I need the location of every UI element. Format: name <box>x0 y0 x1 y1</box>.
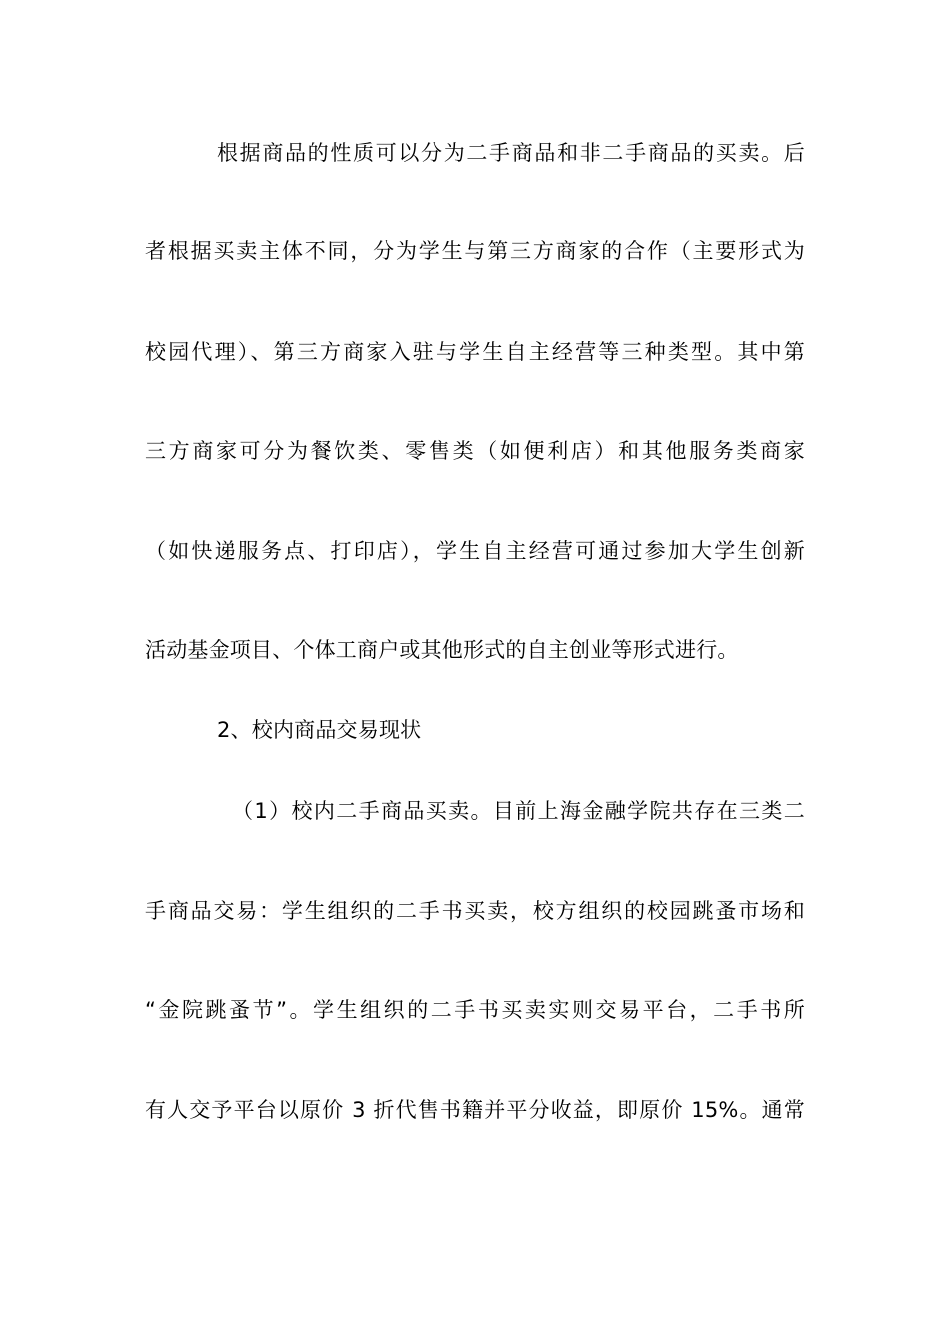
paragraph-2-line-4: 有人交予平台以原价 3 折代售书籍并平分收益，即原价 15%。通常 <box>145 1098 805 1122</box>
paragraph-1-line-4: 三方商家可分为餐饮类、零售类（如便利店）和其他服务类商家 <box>145 439 805 463</box>
paragraph-1-line-5: （如快递服务点、打印店），学生自主经营可通过参加大学生创新 <box>145 539 805 563</box>
paragraph-2-line-2: 手商品交易：学生组织的二手书买卖，校方组织的校园跳蚤市场和 <box>145 899 805 923</box>
paragraph-2-line-3: “金院跳蚤节”。学生组织的二手书买卖实则交易平台，二手书所 <box>145 998 805 1022</box>
paragraph-1-line-1: 根据商品的性质可以分为二手商品和非二手商品的买卖。后 <box>217 141 805 165</box>
section-heading: 2、校内商品交易现状 <box>217 718 422 742</box>
paragraph-1-line-6: 活动基金项目、个体工商户或其他形式的自主创业等形式进行。 <box>145 638 739 662</box>
paragraph-1-line-3: 校园代理）、第三方商家入驻与学生自主经营等三种类型。其中第 <box>145 340 805 364</box>
paragraph-1-line-2: 者根据买卖主体不同，分为学生与第三方商家的合作（主要形式为 <box>145 239 805 263</box>
paragraph-2-line-1: （1）校内二手商品买卖。目前上海金融学院共存在三类二 <box>232 799 805 823</box>
